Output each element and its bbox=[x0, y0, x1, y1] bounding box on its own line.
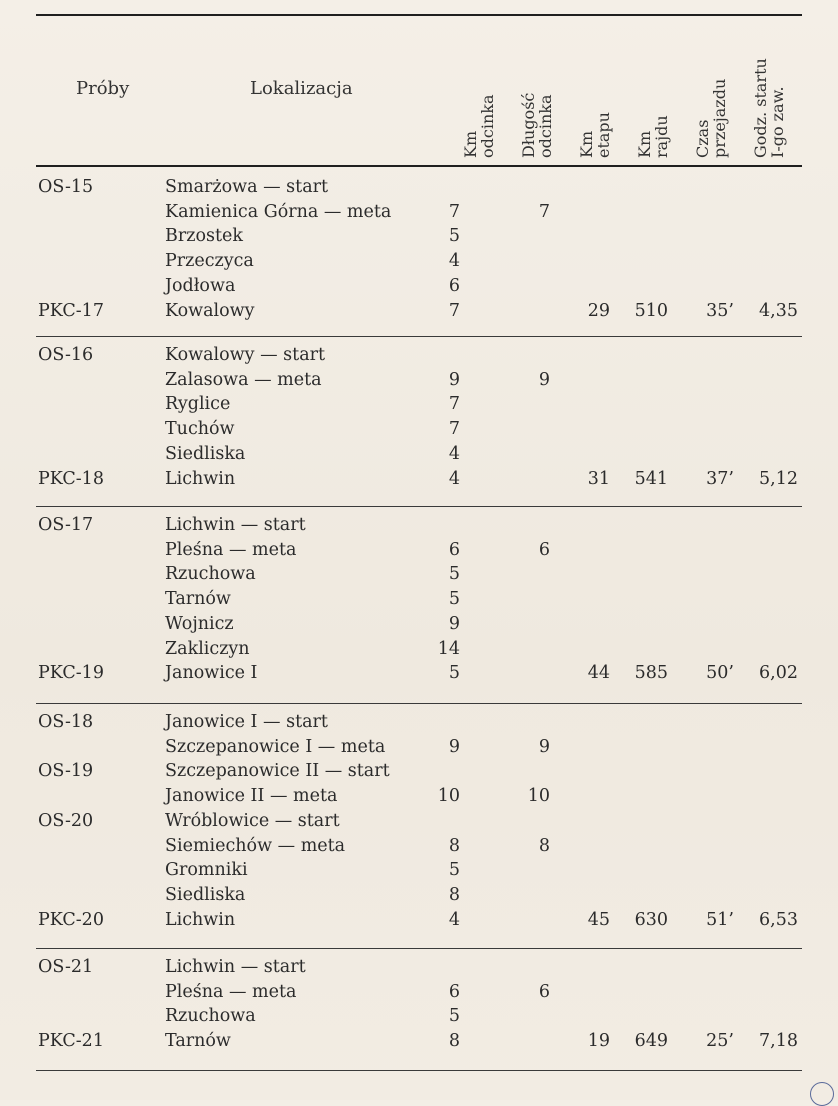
table-row bbox=[0, 811, 838, 836]
cell-km: 4 bbox=[448, 443, 460, 464]
cell-km: 9 bbox=[448, 369, 460, 390]
header-lokalizacja: Lokalizacja bbox=[250, 78, 353, 99]
cell-km: 9 bbox=[448, 613, 460, 634]
cell-rajd: 649 bbox=[634, 1031, 668, 1052]
cell-km: 8 bbox=[448, 835, 460, 856]
table-row bbox=[0, 540, 838, 565]
cell-proba: PKC-21 bbox=[38, 1031, 104, 1052]
cell-lok: Kamienica Górna — meta bbox=[165, 201, 392, 222]
cell-proba: OS-17 bbox=[38, 515, 94, 535]
handwritten-circle-mark bbox=[810, 1082, 834, 1106]
cell-rajd: 510 bbox=[634, 300, 668, 321]
header-rule bbox=[36, 165, 802, 167]
group-divider bbox=[36, 506, 802, 507]
table-row bbox=[0, 202, 838, 227]
cell-lok: Rzuchowa bbox=[165, 1006, 256, 1027]
table-row bbox=[0, 761, 838, 786]
cell-km: 5 bbox=[448, 226, 460, 247]
cell-lok: Janowice I — start bbox=[165, 712, 328, 732]
cell-proba: OS-20 bbox=[38, 810, 94, 831]
cell-czas: 37’ bbox=[706, 468, 734, 489]
cell-lok: Brzostek bbox=[165, 226, 243, 247]
cell-km: 5 bbox=[448, 1006, 460, 1027]
cell-km: 5 bbox=[448, 663, 460, 684]
cell-lok: Lichwin bbox=[165, 909, 236, 930]
cell-proba: OS-21 bbox=[38, 957, 94, 977]
table-row bbox=[0, 564, 838, 589]
table-row bbox=[0, 589, 838, 614]
cell-lok: Tarnów bbox=[165, 1031, 231, 1052]
cell-czas: 50’ bbox=[706, 663, 734, 684]
cell-dl: 6 bbox=[538, 539, 550, 560]
table-row bbox=[0, 860, 838, 885]
cell-lok: Siedliska bbox=[165, 884, 246, 905]
top-rule bbox=[36, 14, 802, 16]
group-divider bbox=[36, 336, 802, 337]
cell-lok: Smarżowa — start bbox=[165, 177, 329, 197]
cell-lok: Jodłowa bbox=[165, 275, 236, 296]
cell-lok: Siemiechów — meta bbox=[165, 835, 346, 856]
cell-lok: Lichwin bbox=[165, 468, 236, 489]
cell-lok: Przeczyca bbox=[165, 251, 254, 272]
cell-dl: 10 bbox=[527, 786, 550, 807]
table-row bbox=[0, 982, 838, 1007]
cell-lok: Lichwin — start bbox=[165, 957, 306, 977]
table-row bbox=[0, 444, 838, 469]
cell-lok: Szczepanowice I — meta bbox=[165, 736, 386, 757]
cell-km: 10 bbox=[437, 786, 460, 807]
table-row bbox=[0, 910, 838, 935]
cell-czas: 51’ bbox=[706, 909, 734, 930]
cell-czas: 35’ bbox=[706, 300, 734, 321]
cell-lok: Janowice I bbox=[165, 663, 258, 684]
table-row bbox=[0, 639, 838, 664]
table-row bbox=[0, 663, 838, 688]
cell-dl: 9 bbox=[538, 736, 550, 757]
cell-czas: 25’ bbox=[706, 1031, 734, 1052]
cell-rajd: 630 bbox=[634, 909, 668, 930]
cell-lok: Szczepanowice II — start bbox=[165, 761, 390, 782]
cell-lok: Siedliska bbox=[165, 443, 246, 464]
cell-proba: PKC-18 bbox=[38, 468, 104, 489]
cell-lok: Wojnicz bbox=[165, 613, 234, 634]
cell-rajd: 585 bbox=[634, 663, 668, 684]
cell-lok: Tuchów bbox=[165, 419, 235, 440]
cell-etap: 31 bbox=[587, 468, 610, 489]
header-godz-startu: Godz. startu I-go zaw. bbox=[751, 58, 787, 158]
cell-godz: 7,18 bbox=[759, 1031, 798, 1052]
group-divider bbox=[36, 948, 802, 949]
cell-lok: Wróblowice — start bbox=[165, 810, 340, 831]
table-row bbox=[0, 957, 838, 982]
cell-km: 9 bbox=[448, 736, 460, 757]
cell-lok: Pleśna — meta bbox=[165, 539, 297, 560]
cell-km: 7 bbox=[448, 419, 460, 440]
table-row bbox=[0, 836, 838, 861]
cell-lok: Ryglice bbox=[165, 394, 231, 415]
cell-proba: OS-16 bbox=[38, 345, 94, 365]
cell-km: 6 bbox=[448, 539, 460, 560]
cell-km: 7 bbox=[448, 394, 460, 415]
cell-godz: 4,35 bbox=[759, 300, 798, 321]
cell-km: 7 bbox=[448, 201, 460, 222]
cell-dl: 7 bbox=[538, 201, 550, 222]
table-row bbox=[0, 737, 838, 762]
table-row bbox=[0, 301, 838, 326]
table-row bbox=[0, 177, 838, 202]
table-row bbox=[0, 276, 838, 301]
cell-km: 5 bbox=[448, 564, 460, 585]
cell-km: 6 bbox=[448, 981, 460, 1002]
table-row bbox=[0, 251, 838, 276]
cell-godz: 6,02 bbox=[759, 663, 798, 684]
table-row bbox=[0, 370, 838, 395]
cell-dl: 6 bbox=[538, 981, 550, 1002]
table-row bbox=[0, 614, 838, 639]
header-km-rajdu: Km rajdu bbox=[635, 115, 671, 158]
header-czas-przejazdu: Czas przejazdu bbox=[693, 78, 729, 158]
cell-proba: OS-19 bbox=[38, 761, 94, 782]
header-proby: Próby bbox=[76, 78, 130, 99]
header-km-odcinka: Km odcinka bbox=[461, 94, 497, 158]
cell-lok: Kowalowy bbox=[165, 300, 255, 321]
cell-km: 5 bbox=[448, 860, 460, 881]
cell-lok: Gromniki bbox=[165, 860, 248, 881]
cell-proba: OS-18 bbox=[38, 712, 94, 732]
header-dlugosc-odcinka: Długość odcinka bbox=[519, 92, 555, 158]
cell-km: 7 bbox=[448, 300, 460, 321]
cell-proba: PKC-17 bbox=[38, 300, 104, 321]
table-row bbox=[0, 226, 838, 251]
table-row bbox=[0, 469, 838, 494]
cell-lok: Zalasowa — meta bbox=[165, 369, 322, 390]
cell-dl: 8 bbox=[538, 835, 550, 856]
header-km-etapu: Km etapu bbox=[577, 112, 613, 158]
cell-km: 4 bbox=[448, 251, 460, 272]
cell-etap: 45 bbox=[587, 909, 610, 930]
table-row bbox=[0, 394, 838, 419]
cell-lok: Pleśna — meta bbox=[165, 981, 297, 1002]
cell-proba: PKC-20 bbox=[38, 909, 104, 930]
cell-proba: PKC-19 bbox=[38, 663, 104, 684]
cell-km: 4 bbox=[448, 909, 460, 930]
cell-km: 4 bbox=[448, 468, 460, 489]
cell-lok: Lichwin — start bbox=[165, 515, 306, 535]
cell-godz: 5,12 bbox=[759, 468, 798, 489]
cell-km: 8 bbox=[448, 1031, 460, 1052]
cell-lok: Zakliczyn bbox=[165, 638, 250, 659]
table-row bbox=[0, 1031, 838, 1056]
cell-dl: 9 bbox=[538, 369, 550, 390]
table-row bbox=[0, 1006, 838, 1031]
cell-lok: Janowice II — meta bbox=[165, 786, 338, 807]
cell-godz: 6,53 bbox=[759, 909, 798, 930]
cell-lok: Kowalowy — start bbox=[165, 345, 326, 365]
cell-proba: OS-15 bbox=[38, 177, 94, 197]
table-row bbox=[0, 885, 838, 910]
cell-lok: Tarnów bbox=[165, 589, 231, 610]
table-row bbox=[0, 515, 838, 540]
cell-etap: 44 bbox=[587, 663, 610, 684]
cell-km: 8 bbox=[448, 884, 460, 905]
bottom-rule bbox=[36, 1070, 802, 1071]
cell-km: 5 bbox=[448, 589, 460, 610]
table-row bbox=[0, 345, 838, 370]
cell-lok: Rzuchowa bbox=[165, 564, 256, 585]
table-row bbox=[0, 712, 838, 737]
table-row bbox=[0, 419, 838, 444]
cell-km: 14 bbox=[437, 638, 460, 659]
table-row bbox=[0, 786, 838, 811]
cell-etap: 29 bbox=[587, 300, 610, 321]
group-divider bbox=[36, 703, 802, 704]
cell-km: 6 bbox=[448, 275, 460, 296]
cell-etap: 19 bbox=[587, 1031, 610, 1052]
cell-rajd: 541 bbox=[634, 468, 668, 489]
